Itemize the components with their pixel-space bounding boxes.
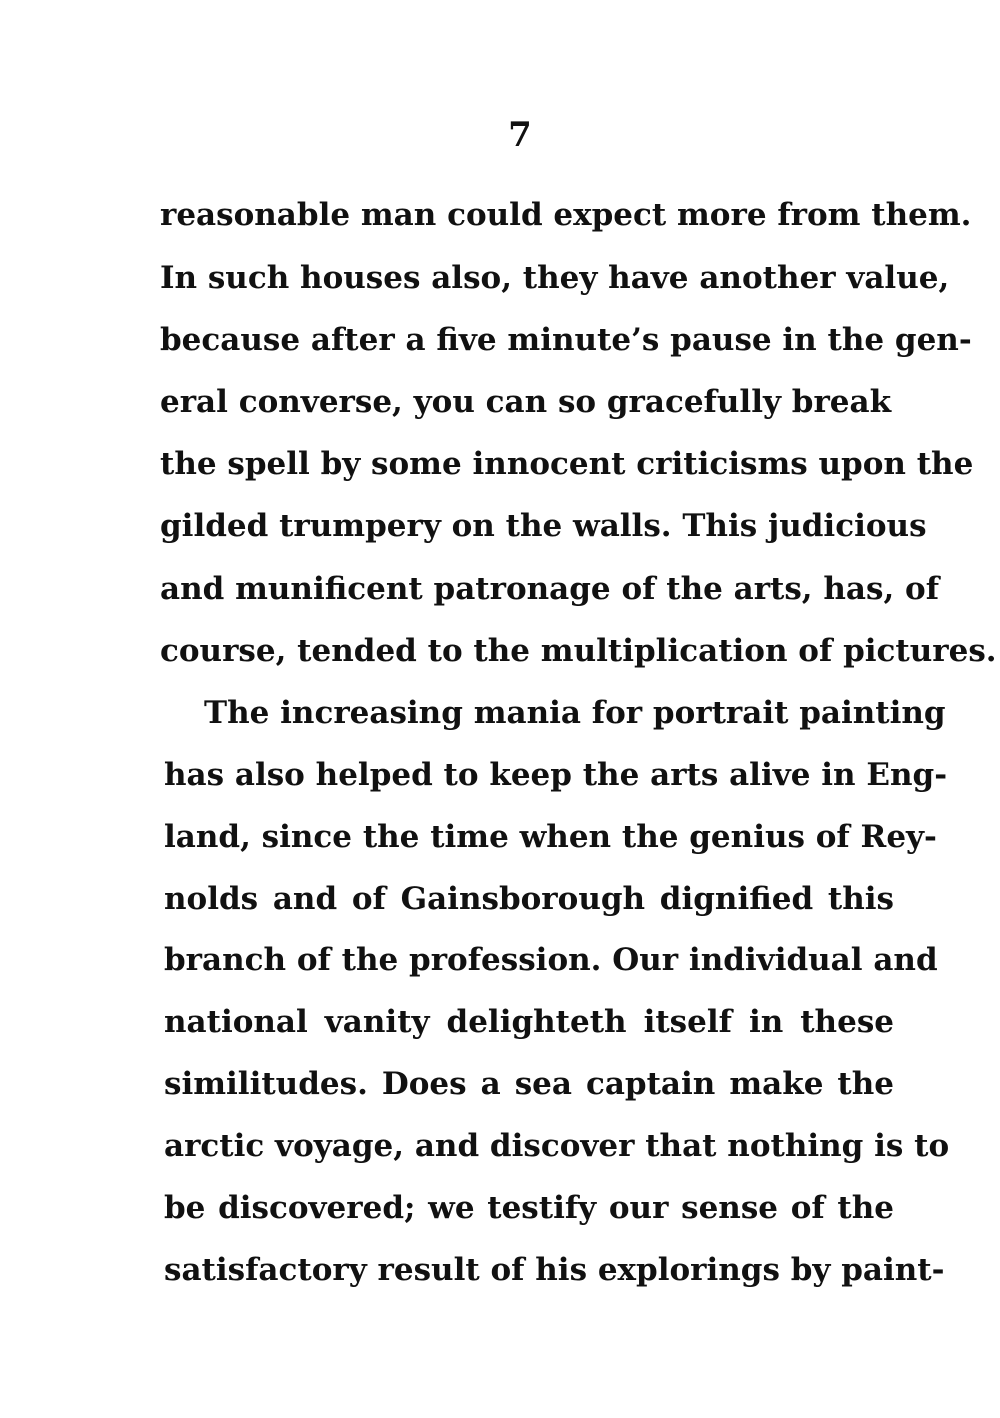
text-line: arctic voyage, and discover that nothing is to	[164, 1128, 950, 1164]
text-line: eral converse, you can so gracefully break	[160, 384, 892, 420]
text-line: national vanity delighteth itself in these	[164, 1004, 894, 1040]
text-line: and munificent patronage of the arts, has, of	[160, 571, 940, 607]
text-line: In such houses also, they have another value,	[160, 260, 950, 296]
text-line: gilded trumpery on the walls. This judicious	[160, 508, 927, 544]
text-line: similitudes. Does a sea captain make the	[164, 1066, 894, 1102]
text-line: nolds and of Gainsborough dignified this	[164, 881, 894, 917]
text-line: satisfactory result of his explorings by paint-	[164, 1252, 945, 1288]
text-line: course, tended to the multiplication of pictures.	[160, 633, 997, 669]
text-line: the spell by some innocent criticisms upon the	[160, 446, 974, 482]
page-number: 7	[508, 115, 532, 155]
text-line: because after a five minute’s pause in the gen-	[160, 322, 972, 358]
text-line: be discovered; we testify our sense of the	[164, 1190, 894, 1226]
text-line: has also helped to keep the arts alive in Eng-	[164, 757, 948, 793]
text-line: reasonable man could expect more from them.	[160, 197, 972, 233]
text-line: branch of the profession. Our individual and	[164, 942, 938, 978]
text-line: land, since the time when the genius of Rey-	[164, 819, 937, 855]
paragraph-first-line: The increasing mania for portrait painting	[204, 695, 946, 731]
